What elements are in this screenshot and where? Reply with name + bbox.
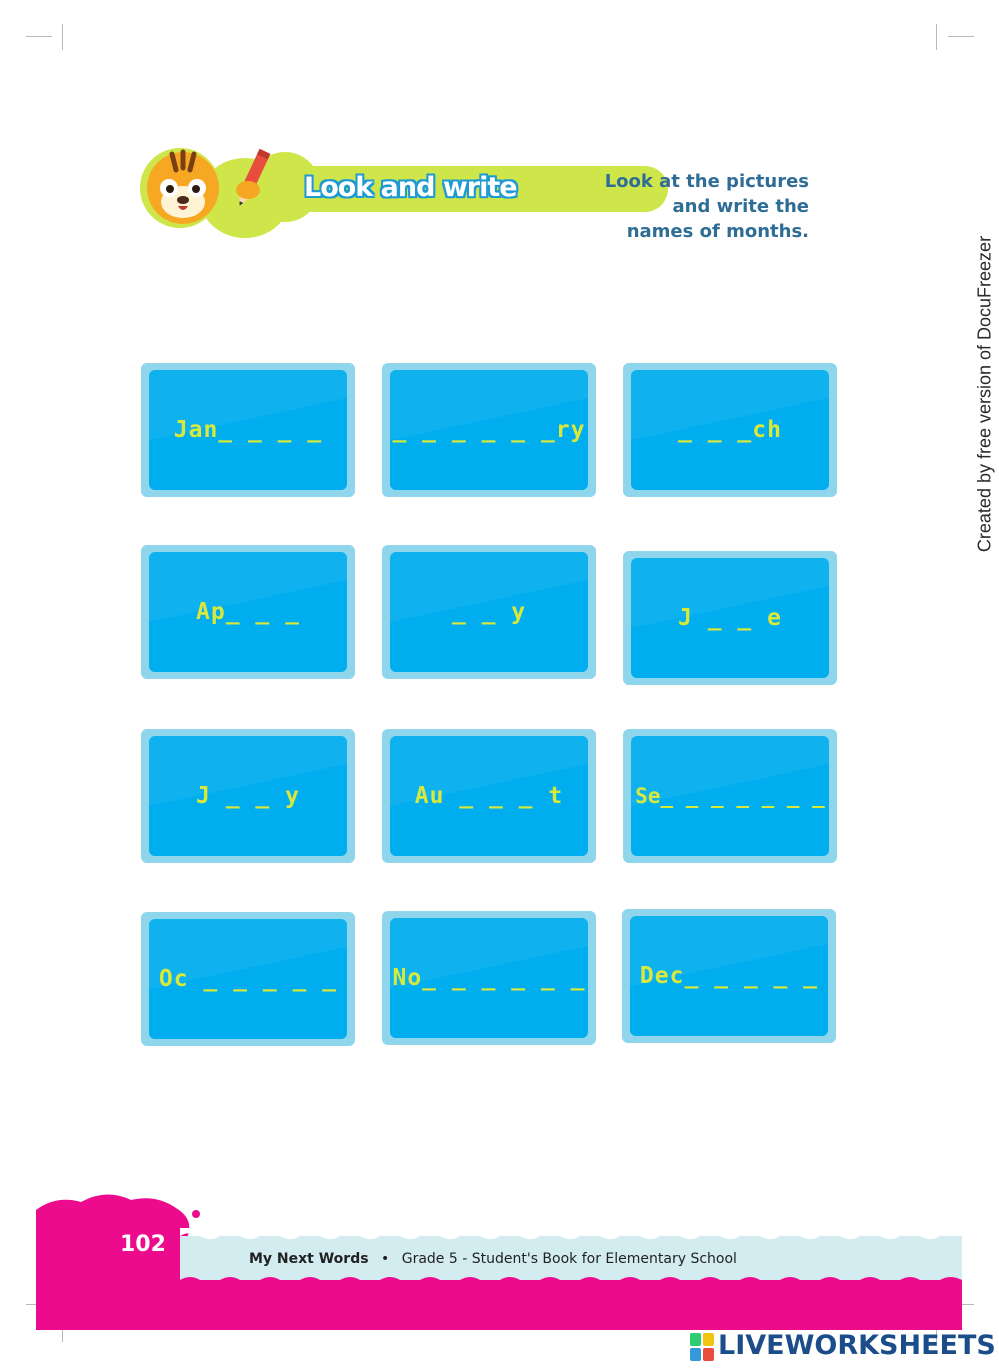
section-header bbox=[140, 140, 540, 240]
month-puzzle-text: Dec_ _ _ _ _ bbox=[639, 963, 819, 989]
month-card-april[interactable] bbox=[141, 545, 355, 679]
month-card-june[interactable] bbox=[623, 551, 837, 685]
tiger-mascot-icon bbox=[142, 146, 224, 228]
month-card-march[interactable] bbox=[623, 363, 837, 497]
liveworksheets-logo-icon bbox=[690, 1333, 714, 1361]
crop-mark bbox=[948, 36, 974, 37]
month-card-december[interactable] bbox=[622, 909, 836, 1043]
month-puzzle-text: _ _ y bbox=[451, 599, 527, 625]
month-puzzle-text: J _ _ e bbox=[678, 605, 782, 631]
pencil-icon bbox=[226, 144, 276, 214]
book-title: My Next Words bbox=[249, 1251, 369, 1267]
page-number: 102 bbox=[120, 1232, 166, 1257]
month-puzzle-text: Oc _ _ _ _ _ bbox=[158, 966, 338, 992]
docufreezer-watermark: Created by free version of DocuFreezer bbox=[974, 235, 995, 553]
crop-mark bbox=[62, 24, 63, 50]
month-card-july[interactable] bbox=[141, 729, 355, 863]
month-puzzle-text: Au _ _ _ t bbox=[414, 783, 564, 809]
month-card-may[interactable] bbox=[382, 545, 596, 679]
instruction-line: Look at the pictures bbox=[604, 171, 809, 192]
month-card-october[interactable] bbox=[141, 912, 355, 1046]
footer-separator: • bbox=[381, 1251, 390, 1267]
liveworksheets-brand[interactable]: LIVEWORKSHEETS bbox=[718, 1330, 996, 1361]
month-puzzle-text: _ _ _ _ _ _ry bbox=[392, 417, 586, 443]
crop-mark bbox=[936, 24, 937, 50]
month-puzzle-text: No_ _ _ _ _ _ bbox=[392, 965, 586, 991]
month-puzzle-text: Ap_ _ _ bbox=[196, 599, 300, 625]
month-card-august[interactable] bbox=[382, 729, 596, 863]
month-puzzle-text: Jan_ _ _ _ bbox=[173, 417, 323, 443]
crop-mark bbox=[26, 36, 52, 37]
section-title: Look and write bbox=[304, 172, 517, 203]
month-card-september[interactable] bbox=[623, 729, 837, 863]
month-puzzle-text: _ _ _ch bbox=[678, 417, 782, 443]
month-card-november[interactable] bbox=[382, 911, 596, 1045]
book-subtitle: Grade 5 - Student's Book for Elementary School bbox=[401, 1251, 737, 1267]
instruction-line: and write the bbox=[672, 196, 809, 217]
footer-book-info bbox=[249, 1249, 737, 1269]
instructions-text bbox=[549, 169, 809, 244]
month-puzzle-text: J _ _ y bbox=[196, 783, 300, 809]
month-puzzle-text: Se_ _ _ _ _ _ _ bbox=[635, 784, 825, 808]
month-card-january[interactable] bbox=[141, 363, 355, 497]
instruction-line: names of months. bbox=[626, 221, 809, 242]
month-card-february[interactable] bbox=[382, 363, 596, 497]
